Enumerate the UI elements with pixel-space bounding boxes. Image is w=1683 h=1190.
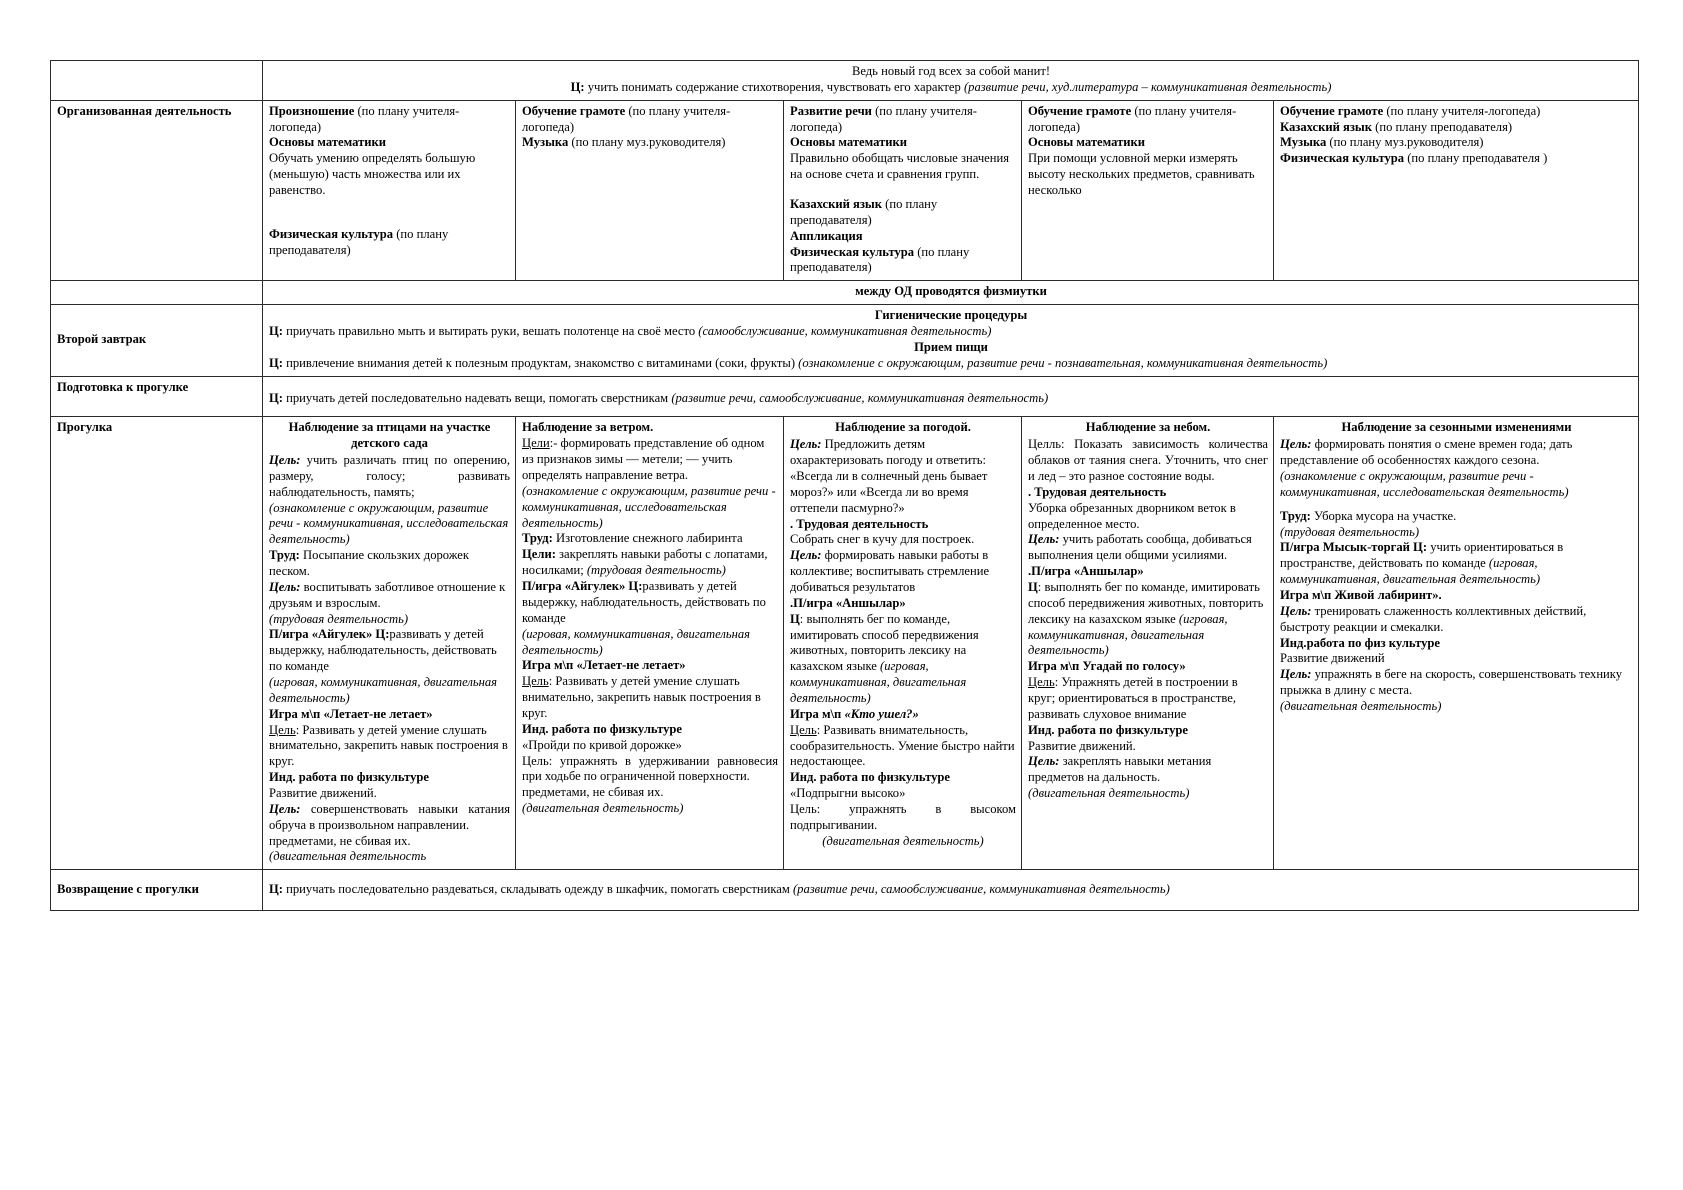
goal-text: приучать последовательно раздеваться, складывать одежду в шкафчик, помогать сверстникам [283,882,793,897]
goal-text: воспитывать заботливое отношение к друзьям и взрослым. [269,579,506,610]
walk-labor [269,548,510,580]
walk-activity-tags: (двигательная деятельность) [822,833,984,848]
subject-note: (по плану муз.руководителя) [1326,135,1484,150]
goal-text: : Развивать у детей умение слушать внимательно, закрепить навык построения в круг. [522,674,761,720]
table-row-second-breakfast [51,305,1639,376]
table-row-walk-preparation [51,376,1639,417]
walk-activity-tags: (игровая, коммуникативная, двигательная деятельность) [522,626,751,657]
hygiene-goal [269,324,1633,340]
walk-activity-tags: (игровая, коммуникативная, двигательная деятельность) [269,674,498,705]
subject-note: (по плану учителя-логопеда) [1383,103,1541,118]
goal-text: упражнять в беге на скорость, совершенствовать технику прыжка в длину с места. [1280,667,1623,698]
row-label-walk: Прогулка [51,417,263,870]
spacer [269,199,510,227]
header-goal-line [269,80,1633,96]
table-row-walk [51,417,1639,870]
goal-text: : Упражнять детей в построении в круг; ориентироваться в пространстве, развивать слуховое внимание [1028,675,1238,721]
goal-italic: (развитие речи, самообслуживание, коммуникативная деятельность) [792,882,1170,897]
subject-item [790,229,1016,245]
game-lead: Игра м\п [790,706,845,721]
subject-name: Основы математики [1028,135,1146,150]
labor-lead: Труд: [269,548,300,563]
subject-name: Казахский язык [790,197,883,212]
hygiene-title: Гигиенические процедуры [874,308,1028,323]
walk-labor-title: . Трудовая деятельность [790,516,929,531]
subject-item [269,227,510,259]
row-label-walk-preparation: Подготовка к прогулке [51,376,263,417]
return-content [263,870,1639,911]
organized-col-2 [516,100,784,281]
subject-name: Обучение грамоте [522,103,626,118]
walk-prep-goal [269,391,1633,407]
subject-note: (по плану преподавателя) [269,226,449,257]
goal-italic: (игровая, коммуникативная, двигательная деятельность) [790,659,967,705]
goal-italic: (развитие речи, самообслуживание, коммуникативная деятельность) [671,390,1049,405]
walk-activity-tags: (ознакомление с окружающим, развитие речи - коммуникативная, исследовательская деятельность) [269,500,509,547]
walk-observation-heading: Наблюдение за погодой. [835,420,971,435]
walk-mobile-game [522,579,778,627]
goal-lead: Цель [1028,675,1055,690]
goal-italic: (игровая, коммуникативная, двигательная деятельность) [1280,556,1541,587]
header-empty-cell [51,61,263,101]
walk-labor [522,531,778,547]
goal-text: формировать понятия о смене времен года; дать представление об особенностях каждого сезона. [1280,437,1573,468]
subject-name: Аппликация [790,228,863,243]
header-banner-cell [263,61,1639,101]
meal-title: Прием пищи [914,339,988,354]
subject-note: (по плану учителя-логопеда) [522,103,731,134]
goal-lead: Цели: [522,547,556,562]
walk-game-goal [1028,675,1268,723]
goal-text: приучать детей последовательно надевать вещи, помогать сверстникам [283,390,672,405]
goal-text: закреплять навыки метания предметов на дальность. [1028,754,1212,785]
game-text: развивать у детей выдержку, наблюдательность, действовать по команде [522,579,766,625]
organized-col-5 [1274,100,1639,281]
walk-preparation-content [263,376,1639,417]
walk-col-4 [1022,417,1274,870]
walk-labor-goal [269,580,510,612]
subject-name: Основы математики [790,135,908,150]
walk-goal [522,436,778,484]
walk-individual-detail: Развитие движений [1280,651,1385,666]
goal-lead: Цель: [1280,603,1312,618]
walk-low-mobility-game [790,707,1016,723]
walk-activity-tags: (трудовая деятельность) [269,611,409,626]
goal-italic: (игровая, коммуникативная, двигательная деятельность) [1028,611,1228,658]
walk-labor-detail: Уборка обрезанных дворником веток в определенное место. [1028,500,1236,531]
walk-individual-detail: Развитие движений. [269,785,377,800]
goal-text: закреплять навыки работы с лопатами, носилками; [522,547,768,578]
subject-note: (по плану учителя-логопеда) [790,103,977,134]
labor-lead: Труд: [1280,508,1311,523]
walk-labor-goal [522,547,778,579]
walk-individual-detail: «Пройди по кривой дорожке» [522,737,682,752]
walk-labor [1280,509,1633,525]
goal-italic: (самообслуживание, коммуникативная деятельность) [698,324,992,339]
organized-col-3 [784,100,1022,281]
fizminutki-text: между ОД проводятся физмиутки [263,281,1639,305]
walk-individual-goal [269,802,510,834]
walk-individual-work: Инд.работа по физ культуре [1280,635,1441,650]
walk-col-1 [263,417,516,870]
goal-text: совершенствовать навыки катания обруча в произвольном направлении. [269,801,510,832]
subject-item [790,135,1016,151]
goal-text: : выполнять бег по команде, имитировать способ передвижения животных, повторить лексику на казахском языке [1028,579,1264,626]
subject-detail: Правильно обобщать числовые значения на основе счета и сравнения групп. [790,151,1010,182]
game-lead: П/игра «Айгулек» Ц: [522,579,643,594]
subject-detail: Обучать умению определять большую (меньшую) часть множества или их равенство. [269,151,476,198]
subject-note: (по плану муз.руководителя) [568,135,726,150]
goal-lead: Цель: [790,548,822,563]
walk-individual-work: Инд. работа по физкультуре [790,770,951,785]
goal-prefix: Ц: [269,882,283,897]
goal-text: Предложить детям охарактеризовать погоду и ответить: «Всегда ли в солнечный день бывает мороз?» или «Всегда ли во время оттепели пасмурно?» [790,437,988,515]
walk-activity-tags: (двигательная деятельность) [1028,786,1190,801]
labor-text: Посыпание скользких дорожек песком. [269,548,470,578]
subject-item [522,104,778,136]
walk-activity-tags: (ознакомление с окружающим, развитие речи - коммуникативная, исследовательская деятельность) [1280,468,1569,499]
subject-item [790,197,1016,229]
goal-text: формировать навыки работы в коллективе; воспитывать стремление добиваться результатов [790,548,990,594]
walk-goal [1280,437,1633,469]
walk-mobile-game [269,627,510,675]
walk-individual-work: Инд. работа по физкультуре [1028,722,1189,737]
goal-lead: Цель: [1280,437,1312,452]
walk-goal [790,437,1016,516]
goal-lead: Цель [522,674,549,689]
subject-note: (по плану преподавателя) [790,244,970,275]
subject-item [1280,120,1633,136]
subject-name: Обучение грамоте [1028,103,1132,118]
row-label-second-breakfast: Второй завтрак [51,305,263,376]
row-label-return: Возвращение с прогулки [51,870,263,911]
subject-item [522,135,778,151]
walk-individual-work: Инд. работа по физкультуре [522,721,683,736]
goal-italic: (трудовая деятельность) [586,563,726,578]
walk-observation-heading: Наблюдение за ветром. [522,420,654,435]
walk-activity-tags: (ознакомление с окружающим, развитие речи - коммуникативная, исследовательская деятельность) [522,483,776,530]
goal-text: : Развивать у детей умение слушать внимательно, закрепить навык построения в круг. [269,722,508,769]
subject-detail: При помощи условной мерки измерять высоту нескольких предметов, сравнивать несколько [1028,151,1255,198]
header-goal-prefix: Ц: [570,79,585,94]
goal-lead: Цель: [1280,667,1312,682]
walk-col-3 [784,417,1022,870]
walk-mobile-game: .П/игра «Аншылар» [790,595,906,610]
subject-note: (по плану преподавателя ) [1404,151,1548,166]
goal-italic: (ознакомление с окружающим, развитие речи - познавательная, коммуникативная деятельность) [798,355,1328,370]
subject-note: (по плану преподавателя) [790,197,938,227]
labor-text: Уборка мусора на участке. [1310,508,1457,523]
subject-item [1028,104,1268,136]
walk-mobile-game-goal [790,612,1016,707]
subject-item [1280,135,1633,151]
walk-low-mobility-game: Игра м\п Угадай по голосу» [1028,659,1186,674]
subject-name: Физическая культура [269,226,394,241]
header-goal-italic: (развитие речи, худ.литература – коммуникативная деятельность) [963,79,1332,94]
walk-mobile-game: .П/игра «Аншылар» [1028,564,1144,579]
table-row-organized-activity [51,100,1639,281]
walk-low-mobility-game: Игра м\п «Летает-не летает» [522,658,686,673]
walk-game-goal [522,674,778,722]
goal-text: приучать правильно мыть и вытирать руки, вешать полотенце на своё место [283,324,699,339]
walk-individual-goal [1028,754,1268,786]
walk-game-goal [790,723,1016,771]
walk-observation-heading: Наблюдение за сезонными изменениями [1341,420,1572,435]
organized-col-4 [1022,100,1274,281]
goal-lead: Ц [790,611,800,626]
walk-activity-tags: (трудовая деятельность) [1280,524,1420,539]
organized-col-1 [263,100,516,281]
subject-item [269,104,510,136]
walk-extra-note: предметами, не сбивая их. [269,833,411,848]
walk-individual-goal [1280,667,1633,699]
game-lead: П/игра Мысык-торгай Ц: [1280,540,1428,555]
goal-lead: Цель: [269,579,301,594]
walk-observation-heading: Наблюдение за небом. [1085,420,1211,435]
walk-individual-goal: Цель: упражнять в высоком подпрыгивании. [790,801,1016,832]
goal-lead: Цель: [269,452,301,467]
subject-name: Произношение [269,103,355,118]
table-row-header-banner [51,61,1639,101]
game-name: «Кто ушел?» [844,706,919,721]
walk-individual-goal: Цель: упражнять в удерживании равновесия при ходьбе по ограниченной поверхности. [522,753,778,784]
goal-text: учить различать птиц по оперению, размеру, голосу; развивать наблюдательность, память; [269,452,510,499]
subject-name: Физическая культура [790,244,915,259]
walk-col-2 [516,417,784,870]
goal-prefix: Ц: [269,355,283,370]
goal-text: :- формировать представление об одном из признаков зимы — метели; — учить определять направление ветра. [522,436,765,483]
goal-lead: Ц [1028,579,1038,594]
goal-text: : Развивать внимательность, сообразительность. Умение быстро найти недостающее. [790,722,1015,769]
subject-name: Основы математики [269,135,387,150]
subject-item [1028,135,1268,151]
goal-lead: Цель: [790,437,822,452]
subject-note: (по плану преподавателя) [1372,119,1513,134]
walk-low-mobility-game: Игра м\п «Летает-не летает» [269,706,433,721]
walk-mobile-game [1280,540,1633,588]
header-slogan: Ведь новый год всех за собой манит! [851,64,1051,78]
game-text: развивать у детей выдержку, наблюдательность, действовать по команде [269,627,497,674]
subject-note: (по плану учителя-логопеда) [269,103,460,134]
walk-labor-goal [790,548,1016,596]
goal-prefix: Ц: [269,324,283,339]
goal-text: тренировать слаженность коллективных действий, быстроту реакции и смекалки. [1280,603,1587,634]
goal-lead: Цель [790,722,817,737]
goal-text: учить работать сообща, добиваться выполнения цели общими усилиями. [1028,532,1252,563]
walk-game-goal [1280,604,1633,636]
walk-goal: Целль: Показать зависимость количества облаков от таяния снега. Уточнить, что снег и лед – это разное состояние воды. [1028,437,1268,483]
subject-name: Обучение грамоте [1280,103,1384,118]
walk-mobile-game-goal [1028,580,1268,659]
meal-goal [269,356,1633,372]
goal-lead: Цель [269,722,296,737]
walk-individual-work: Инд. работа по физкультуре [269,770,430,785]
subject-item [1280,104,1633,120]
game-lead: П/игра «Айгулек» Ц: [269,627,390,642]
return-goal [269,882,1633,898]
goal-lead: Цель: [1028,532,1060,547]
subject-item [790,104,1016,136]
table-row-return-from-walk [51,870,1639,911]
walk-game-goal [269,723,510,771]
walk-individual-detail: Развитие движений. [1028,738,1136,753]
game-text: учить ориентироваться в пространстве, действовать по команде [1280,540,1564,571]
walk-labor-goal [1028,532,1268,564]
labor-text: Изготовление снежного лабиринта [552,531,743,546]
subject-name: Музыка [522,135,569,150]
subject-name: Развитие речи [790,103,872,118]
goal-text: : выполнять бег по команде, имитировать способ передвижения животных, повторить лексику на казахском языке [790,611,979,674]
subject-name: Казахский язык [1280,119,1373,134]
goal-lead: Цель: [1028,754,1060,769]
walk-activity-tags: (двигательная деятельность) [522,801,684,816]
goal-lead: Цели [522,436,550,451]
subject-item [1280,151,1633,167]
walk-activity-tags: (двигательная деятельность [269,849,427,864]
header-goal-text: учить понимать содержание стихотворения, чувствовать его характер [584,79,964,94]
walk-low-mobility-game: Игра м\п Живой лабиринт». [1280,587,1442,602]
walk-activity-tags: (двигательная деятельность) [1280,698,1442,713]
walk-observation-heading: Наблюдение за птицами на участке детского сада [288,420,491,451]
row-label-organized: Организованная деятельность [51,100,263,281]
subject-name: Музыка [1280,135,1327,150]
second-breakfast-content [263,305,1639,376]
walk-extra-note: предметами, не сбивая их. [522,785,664,800]
subject-item [269,135,510,151]
walk-goal [269,453,510,501]
goal-text: привлечение внимания детей к полезным продуктам, знакомство с витаминами (соки, фрукты) [283,355,799,370]
subject-item [790,245,1016,277]
walk-labor-detail: Собрать снег в кучу для построек. [790,532,975,547]
table-row-fizminutki [51,281,1639,305]
spacer [1280,501,1633,509]
subject-note: (по плану учителя-логопеда) [1028,103,1237,134]
spacer [790,183,1016,197]
subject-name: Физическая культура [1280,151,1405,166]
labor-lead: Труд: [522,531,553,546]
walk-labor-title: . Трудовая деятельность [1028,484,1167,499]
fizminutki-empty-cell [51,281,263,305]
lesson-plan-table [50,60,1639,911]
goal-lead: Цель: [269,801,301,816]
walk-col-5 [1274,417,1639,870]
walk-individual-detail: «Подпрыгни высоко» [790,786,906,801]
goal-prefix: Ц: [269,390,283,405]
